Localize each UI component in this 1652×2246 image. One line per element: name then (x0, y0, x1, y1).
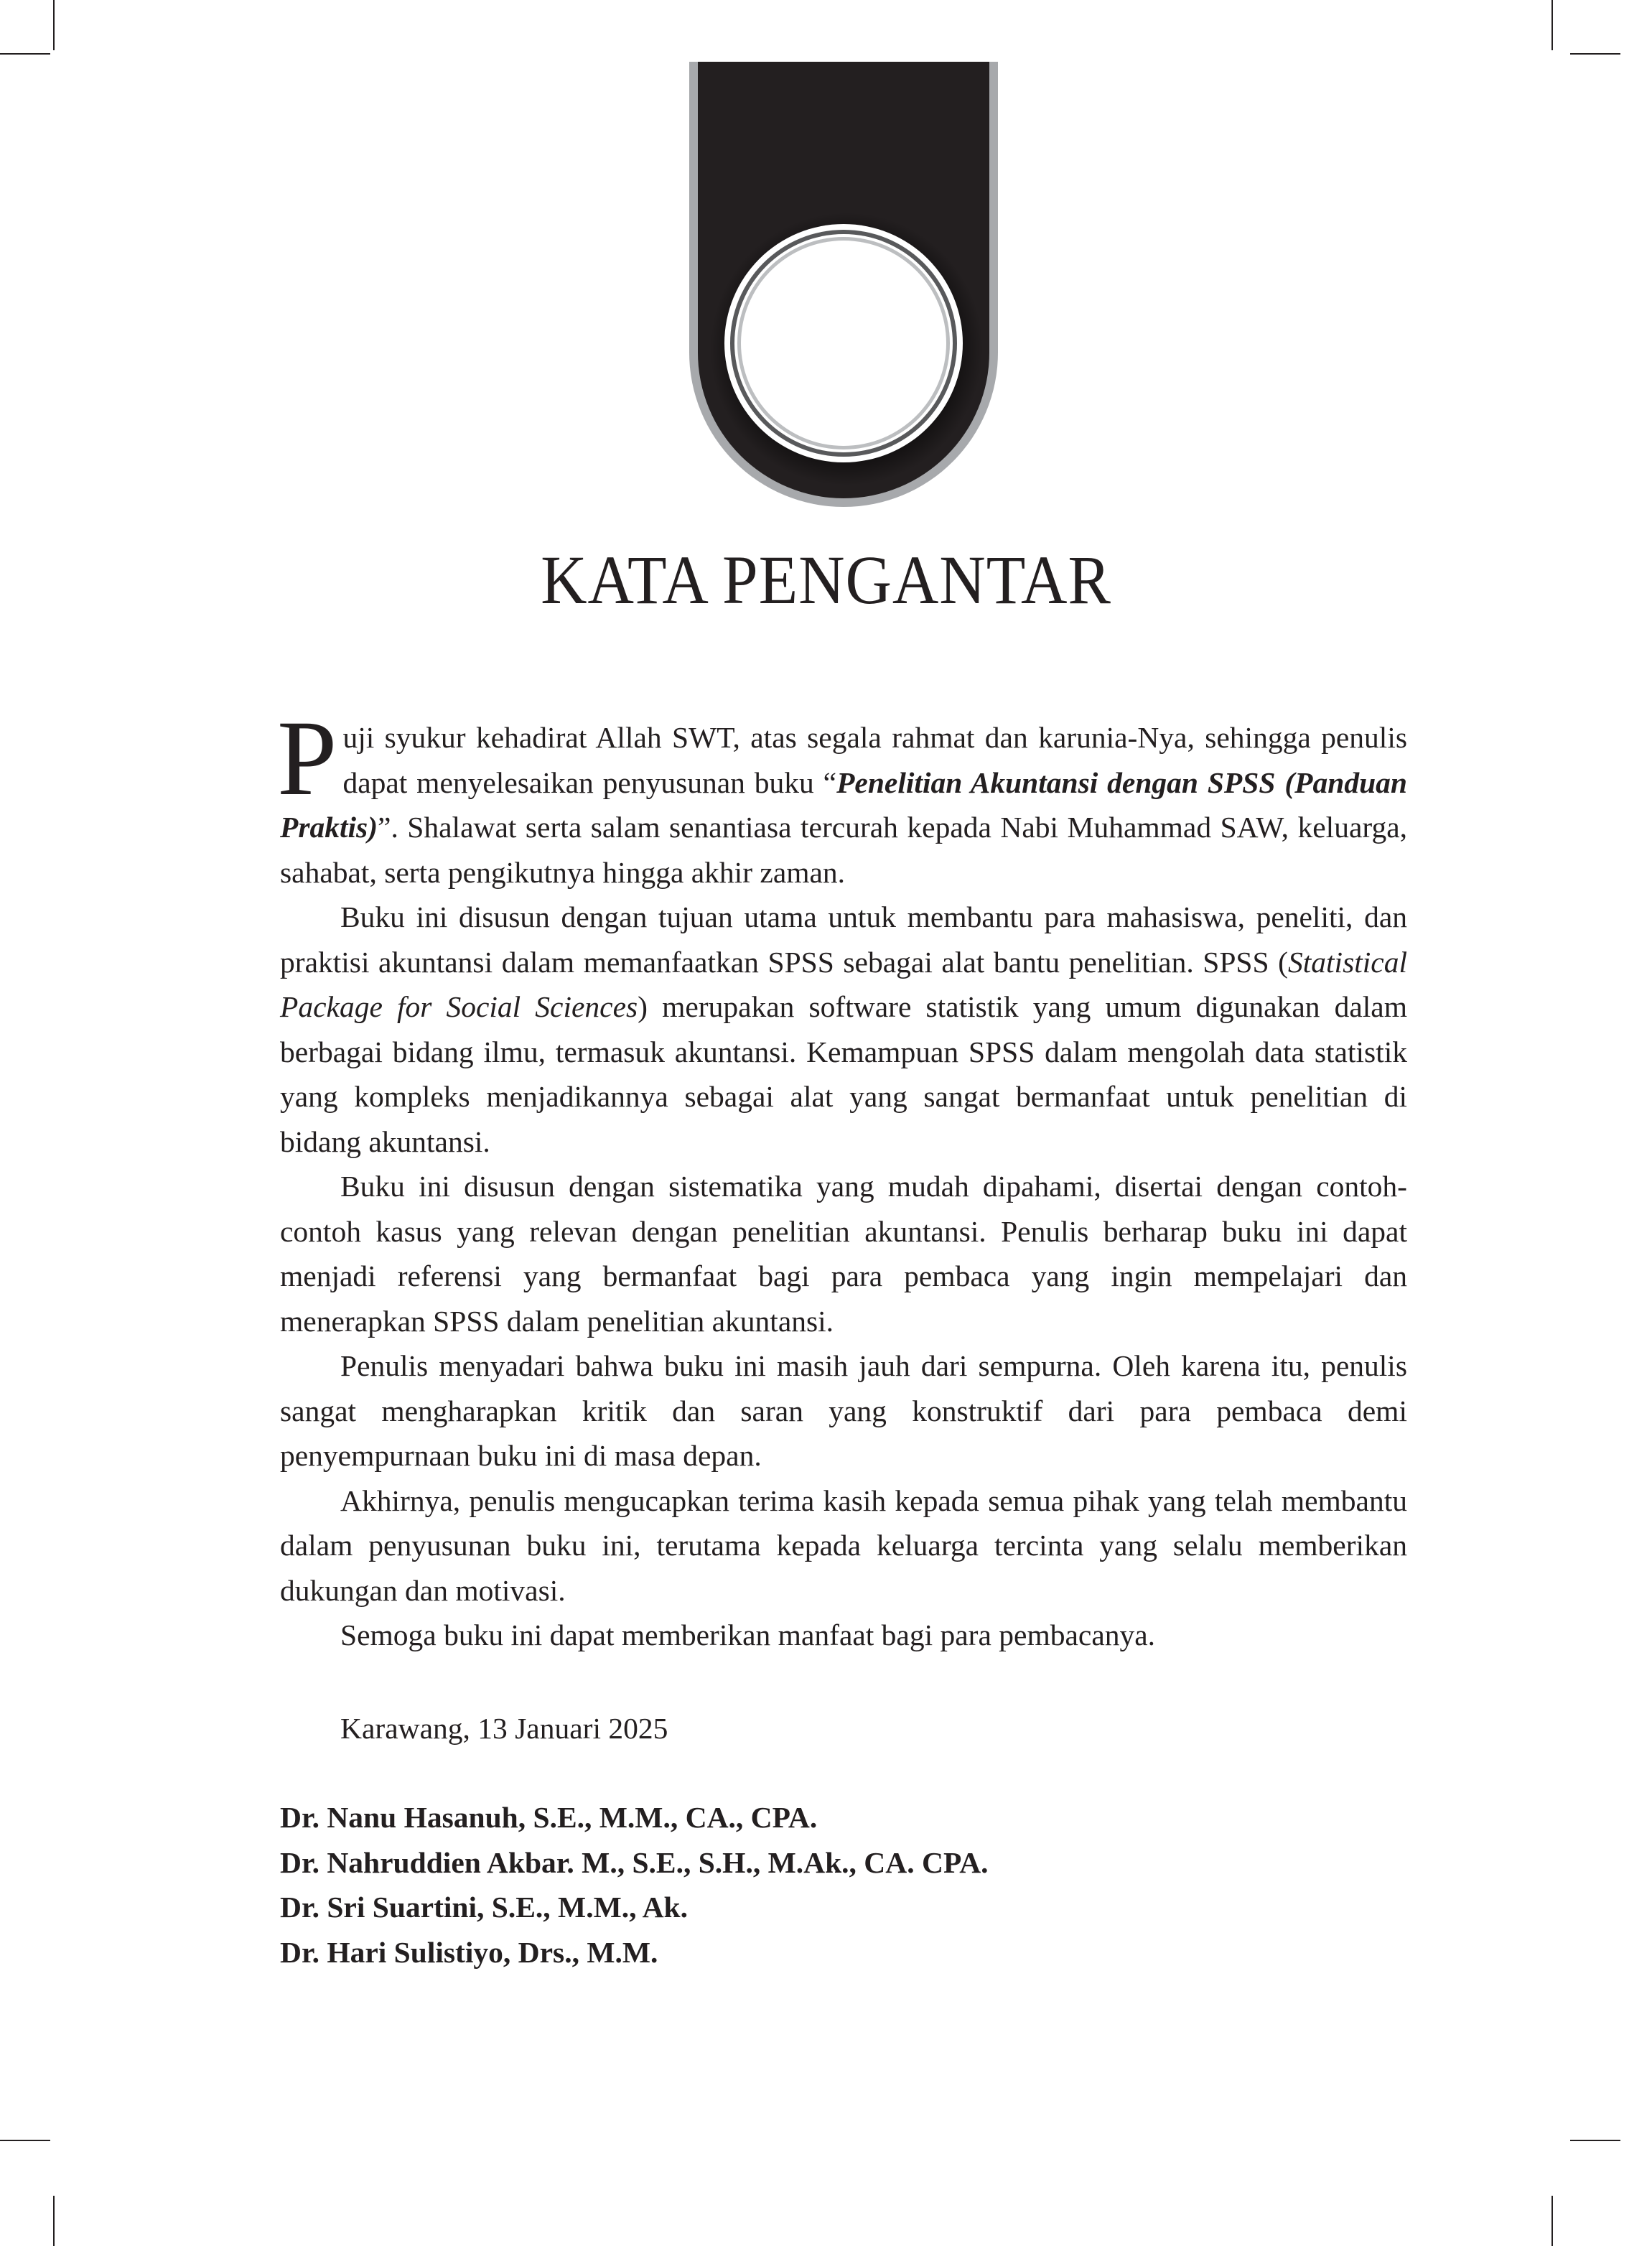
paragraph-6: Semoga buku ini dapat memberikan manfaat bagi para pembacanya. (340, 1618, 1156, 1651)
crop-mark-top-right-horizontal (1570, 53, 1620, 55)
crop-mark-top-right-vertical (1551, 0, 1553, 50)
paragraph-4: Penulis menyadari bahwa buku ini masih jauh dari sempurna. Oleh karena itu, penulis sangat mengharapkan kritik dan saran yang konstruktif dari para pembaca demi penyempurnaan buku ini di masa depan. (280, 1349, 1407, 1472)
author-name: Dr. Nahruddien Akbar. M., S.E., S.H., M.Ak., CA. CPA. (280, 1845, 989, 1879)
crop-mark-bottom-left-horizontal (0, 2140, 50, 2141)
paragraph-1-text-b: ”. Shalawat serta salam senantiasa tercurah kepada Nabi Muhammad SAW, keluarga, sahabat, serta pengikutnya hingga akhir zaman. (280, 811, 1407, 889)
paragraph-2-text-a: Buku ini disusun dengan tujuan utama untuk membantu para mahasiswa, peneliti, dan praktisi akuntansi dalam memanfaatkan SPSS sebagai alat bantu penelitian. SPSS ( (280, 900, 1407, 979)
bookmark-ribbon-with-circle-icon (689, 62, 998, 507)
paragraph-1-text-a: uji syukur kehadirat Allah SWT, atas segala rahmat dan karunia-Nya, sehingga penulis dapat menyelesaikan penyusunan buku “ (342, 721, 1407, 799)
place-and-date: Karawang, 13 Januari 2025 (340, 1712, 668, 1745)
author-name: Dr. Hari Sulistiyo, Drs., M.M. (280, 1935, 658, 1969)
paragraph-2-text-b: ) merupakan software statistik yang umum digunakan dalam berbagai bidang ilmu, termasuk akuntansi. Kemampuan SPSS dalam mengolah data statistik yang kompleks menjadikannya sebagai alat yang sangat bermanfaat untuk penelitian di bidang akuntansi. (280, 990, 1407, 1158)
ring-inner-white (741, 241, 946, 446)
paragraph-5: Akhirnya, penulis mengucapkan terima kasih kepada semua pihak yang telah membantu dalam penyusunan buku ini, terutama kepada keluarga tercinta yang selalu memberikan dukungan dan motivasi. (280, 1483, 1407, 1607)
author-list (280, 1795, 989, 1975)
foreword-body (277, 699, 1407, 1658)
crop-mark-top-left-vertical (53, 0, 55, 50)
crop-mark-bottom-right-horizontal (1570, 2140, 1620, 2141)
book-title: Penelitian Akuntansi dengan SPSS (Panduan Praktis) (280, 765, 1407, 844)
paragraph-3: Buku ini disusun dengan sistematika yang mudah dipahami, disertai dengan contoh-contoh kasus yang relevan dengan penelitian akuntansi. Penulis berharap buku ini dapat menjadi referensi yang bermanfaat bagi para pembaca yang ingin mempelajari dan menerapkan SPSS dalam penelitian akuntansi. (280, 1170, 1407, 1338)
author-name: Dr. Sri Suartini, S.E., M.M., Ak. (280, 1891, 689, 1924)
drop-cap: P (277, 699, 337, 818)
spss-expansion: Statistical Package for Social Sciences (280, 945, 1407, 1023)
paragraph-2 (280, 895, 1407, 1164)
paragraph-1 (277, 699, 1407, 895)
page-title: KATA PENGANTAR (541, 541, 1111, 618)
crop-mark-bottom-right-vertical (1551, 2196, 1553, 2246)
crop-mark-top-left-horizontal (0, 53, 50, 55)
author-name: Dr. Nanu Hasanuh, S.E., M.M., CA., CPA. (280, 1801, 818, 1834)
crop-mark-bottom-left-vertical (53, 2196, 55, 2246)
